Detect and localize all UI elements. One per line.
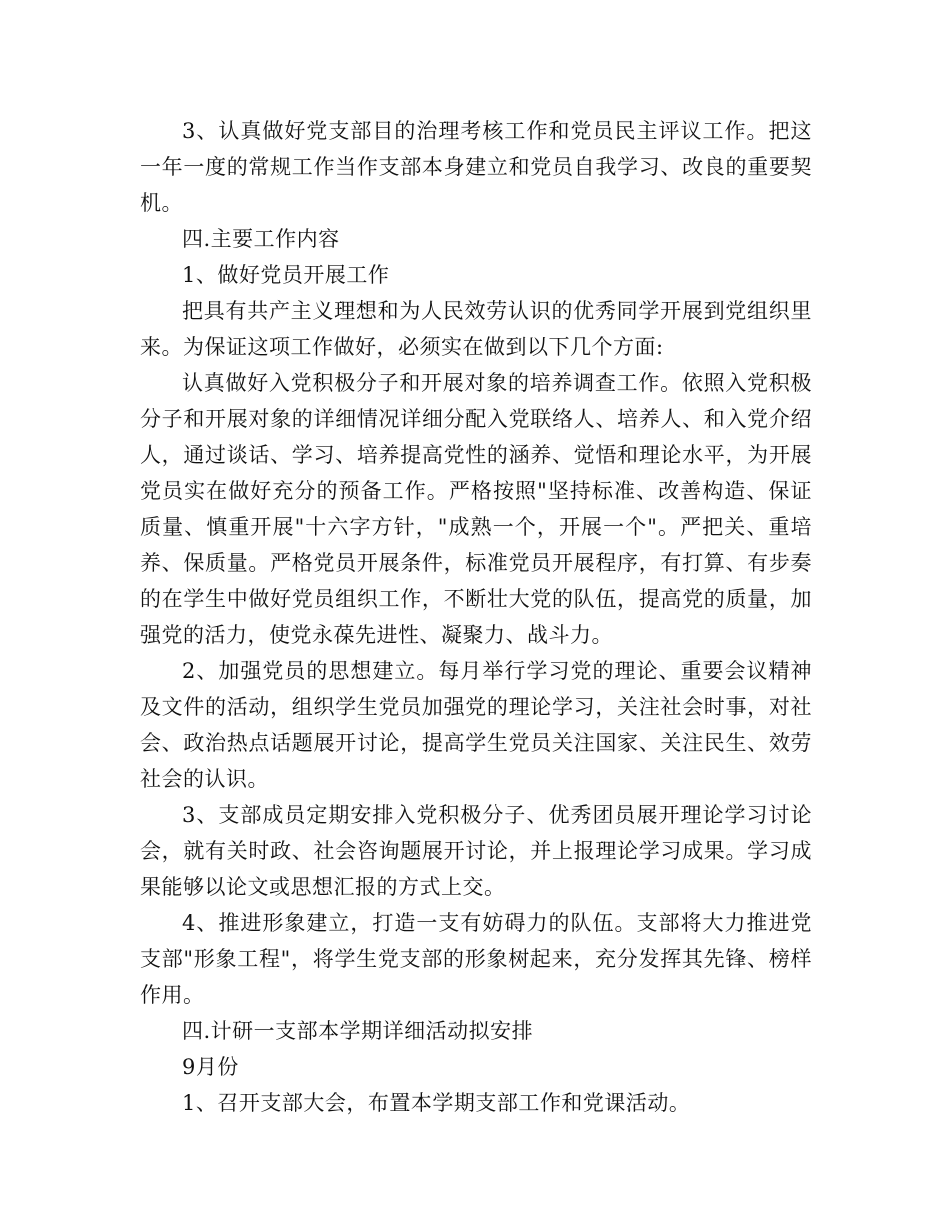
subheading-member-development: 1、做好党员开展工作 bbox=[182, 263, 390, 287]
document-body bbox=[140, 113, 812, 1121]
section-heading-activity-plan: 四.计研一支部本学期详细活动拟安排 bbox=[182, 1019, 534, 1043]
paragraph-branch-meeting: 1、召开支部大会，布置本学期支部工作和党课活动。 bbox=[182, 1091, 691, 1115]
section-heading-main-work: 四.主要工作内容 bbox=[182, 227, 340, 251]
paragraph-training-investigation: 认真做好入党积极分子和开展对象的培养调查工作。依照入党积极分子和开展对象的详细情况详细分配入党联络人、培养人、和入党介绍人，通过谈话、学习、培养提高党性的涵养、觉悟和理论水平，为开展党员实在做好充分的预备工作。严格按照"坚持标准、改善构造、保证质量、慎重开展"十六字方针，"成熟一个，开展一个"。严把关、重培养、保质量。严格党员开展条件，标准党员开展程序，有打算、有步奏的在学生中做好党员组织工作，不断壮大党的队伍，提高党的质量，加强党的活力，使党永葆先进性、凝聚力、战斗力。 bbox=[140, 371, 812, 647]
paragraph-development-intro: 把具有共产主义理想和为人民效劳认识的优秀同学开展到党组织里来。为保证这项工作做好，必须实在做到以下几个方面: bbox=[140, 299, 812, 359]
paragraph-theory-study: 3、支部成员定期安排入党积极分子、优秀团员展开理论学习讨论会，就有关时政、社会咨询题展开讨论，并上报理论学习成果。学习成果能够以论文或思想汇报的方式上交。 bbox=[140, 803, 812, 899]
paragraph-ideological-building: 2、加强党员的思想建立。每月举行学习党的理论、重要会议精神及文件的活动，组织学生党员加强党的理论学习，关注社会时事，对社会、政治热点话题展开讨论，提高学生党员关注国家、关注民生、效劳社会的认识。 bbox=[140, 659, 812, 791]
month-heading-september: 9月份 bbox=[182, 1055, 239, 1079]
paragraph-goal-3: 3、认真做好党支部目的治理考核工作和党员民主评议工作。把这一年一度的常规工作当作支部本身建立和党员自我学习、改良的重要契机。 bbox=[140, 119, 812, 215]
paragraph-image-building: 4、推进形象建立，打造一支有妨碍力的队伍。支部将大力推进党支部"形象工程"，将学生党支部的形象树起来，充分发挥其先锋、榜样作用。 bbox=[140, 911, 812, 1007]
